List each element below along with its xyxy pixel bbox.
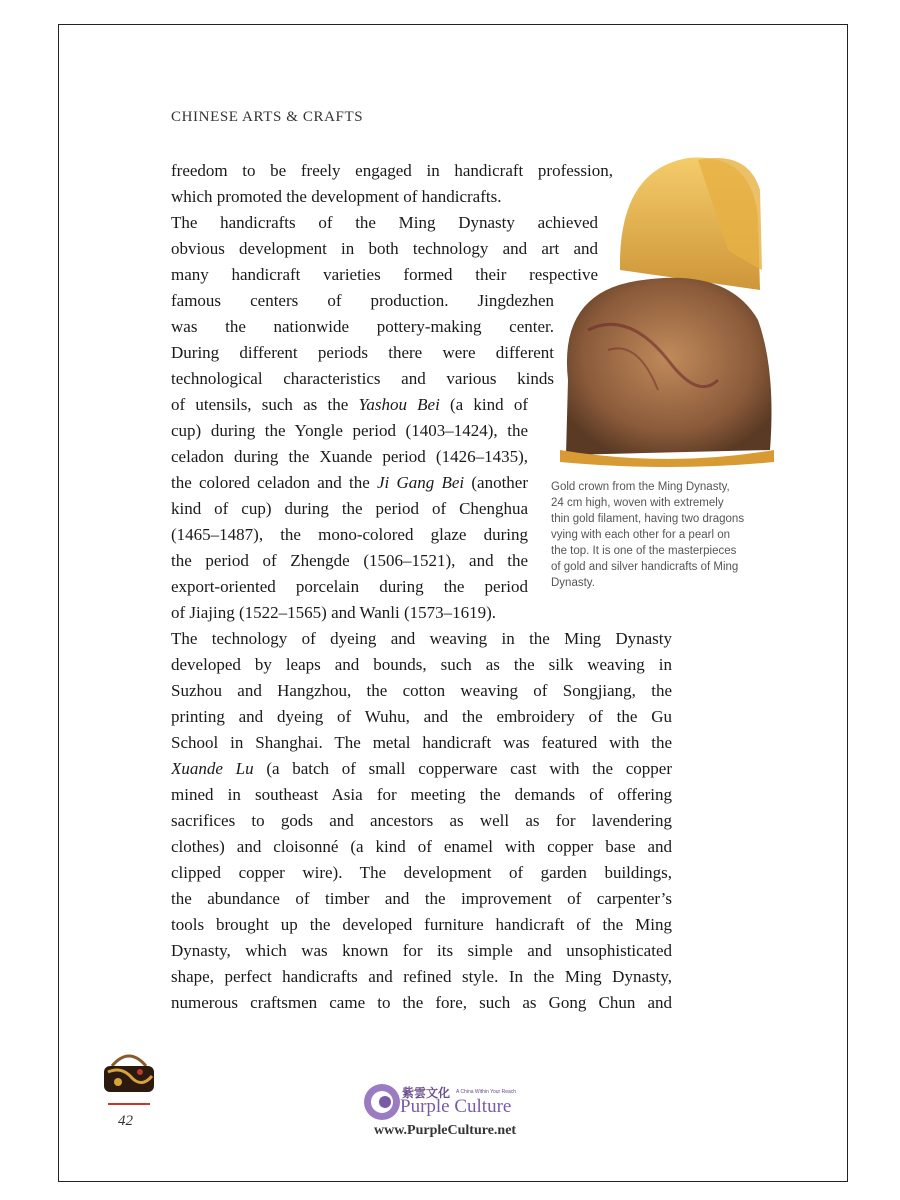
body-line (171, 211, 598, 235)
body-line (171, 471, 528, 495)
text-run: (a batch of small copperware cast with the copper (253, 759, 672, 778)
body-line (171, 783, 672, 807)
text-run: The handicrafts of the Ming Dynasty achieved (171, 213, 598, 232)
text-run: developed by leaps and bounds, such as the silk weaving in (171, 655, 672, 674)
body-line (171, 601, 528, 625)
body-line (171, 549, 528, 573)
text-run: freedom to be freely engaged in handicraft profession, (171, 161, 613, 180)
text-run: Dynasty, which was known for its simple and unsophisticated (171, 941, 672, 960)
caption-line: of gold and silver handicrafts of Ming (551, 561, 739, 573)
gold-crown-icon (548, 150, 776, 472)
caption-line: the top. It is one of the masterpieces (551, 545, 737, 557)
body-line (171, 289, 554, 313)
text-run: which promoted the development of handicrafts. (171, 187, 502, 206)
text-run: mined in southeast Asia for meeting the demands of offering (171, 785, 672, 804)
italic-term: Ji Gang Bei (377, 473, 465, 492)
body-line (171, 393, 528, 417)
body-line (171, 861, 672, 885)
text-run: obvious development in both technology and art and (171, 239, 598, 258)
body-line (171, 731, 672, 755)
text-run: of utensils, such as the (171, 395, 359, 414)
text-run: Suzhou and Hangzhou, the cotton weaving of Songjiang, the (171, 681, 672, 700)
text-run: of Jiajing (1522–1565) and Wanli (1573–1619). (171, 603, 497, 622)
text-run: export-oriented porcelain during the period (171, 577, 528, 596)
body-line (171, 575, 528, 599)
text-run: (a kind of (439, 395, 528, 414)
caption-line: Dynasty. (551, 577, 595, 589)
body-line (171, 315, 554, 339)
text-run: School in Shanghai. The metal handicraft was featured with the (171, 733, 672, 752)
text-run: the period of Zhengde (1506–1521), and the (171, 551, 528, 570)
body-line (171, 679, 672, 703)
text-run: (1465–1487), the mono-colored glaze during (171, 525, 528, 544)
body-line (171, 367, 554, 391)
body-line (171, 341, 554, 365)
text-run: many handicraft varieties formed their respective (171, 265, 598, 284)
body-line (171, 627, 672, 651)
text-run: sacrifices to gods and ancestors as well as for lavendering (171, 811, 672, 830)
body-line (171, 237, 598, 261)
image-caption (551, 479, 766, 591)
text-run: During different periods there were different (171, 343, 554, 362)
logo-tagline: A China Within Your Reach (456, 1089, 517, 1095)
text-run: clothes) and cloisonné (a kind of enamel with copper base and (171, 837, 672, 856)
caption-line: thin gold filament, having two dragons (551, 513, 745, 525)
body-line (171, 523, 528, 547)
body-line (171, 887, 672, 911)
body-line (171, 497, 528, 521)
logo-url: www.PurpleCulture.net (374, 1123, 517, 1138)
caption-line: Gold crown from the Ming Dynasty, (551, 481, 730, 493)
text-run: cup) during the Yongle period (1403–1424), the (171, 421, 528, 440)
caption-line: 24 cm high, woven with extremely (551, 497, 724, 509)
text-run: the abundance of timber and the improvement of carpenter’s (171, 889, 672, 908)
text-run: shape, perfect handicrafts and refined style. In the Ming Dynasty, (171, 967, 672, 986)
body-line (171, 835, 672, 859)
body-line (171, 445, 528, 469)
text-run: numerous craftsmen came to the fore, such as Gong Chun and (171, 993, 672, 1012)
body-line (171, 263, 598, 287)
text-run: was the nationwide pottery-making center. (171, 317, 554, 336)
body-line (171, 757, 672, 781)
text-run: technological characteristics and various kinds (171, 369, 554, 388)
logo-name: Purple Culture (400, 1096, 512, 1117)
running-header: CHINESE ARTS & CRAFTS (171, 109, 364, 125)
text-run: tools brought up the developed furniture handicraft of the Ming (171, 915, 672, 934)
body-line (171, 913, 672, 937)
italic-term: Yashou Bei (358, 395, 440, 414)
body-line (171, 185, 613, 209)
body-line (171, 653, 672, 677)
body-line (171, 809, 672, 833)
body-line (171, 419, 528, 443)
text-run: printing and dyeing of Wuhu, and the embroidery of the Gu (171, 707, 672, 726)
body-line (171, 991, 672, 1015)
page-number-rule (108, 1103, 150, 1105)
text-run: The technology of dyeing and weaving in the Ming Dynasty (171, 629, 672, 648)
text-run: famous centers of production. Jingdezhen (171, 291, 554, 310)
text-run: kind of cup) during the period of Chenghua (171, 499, 528, 518)
italic-term: Xuande Lu (171, 759, 254, 778)
body-line (171, 965, 672, 989)
caption-line: vying with each other for a pearl on (551, 529, 730, 541)
body-line (171, 705, 672, 729)
text-run: clipped copper wire). The development of garden buildings, (171, 863, 672, 882)
text-run: the colored celadon and the (171, 473, 378, 492)
body-line (171, 159, 613, 183)
body-line (171, 939, 672, 963)
text-run: celadon during the Xuande period (1426–1435), (171, 447, 528, 466)
logo-chinese-text: 紫雲文化 (402, 1086, 451, 1100)
lacquer-basket-icon (102, 1048, 156, 1096)
text-run: (another (464, 473, 528, 492)
page-number: 42 (118, 1113, 133, 1129)
